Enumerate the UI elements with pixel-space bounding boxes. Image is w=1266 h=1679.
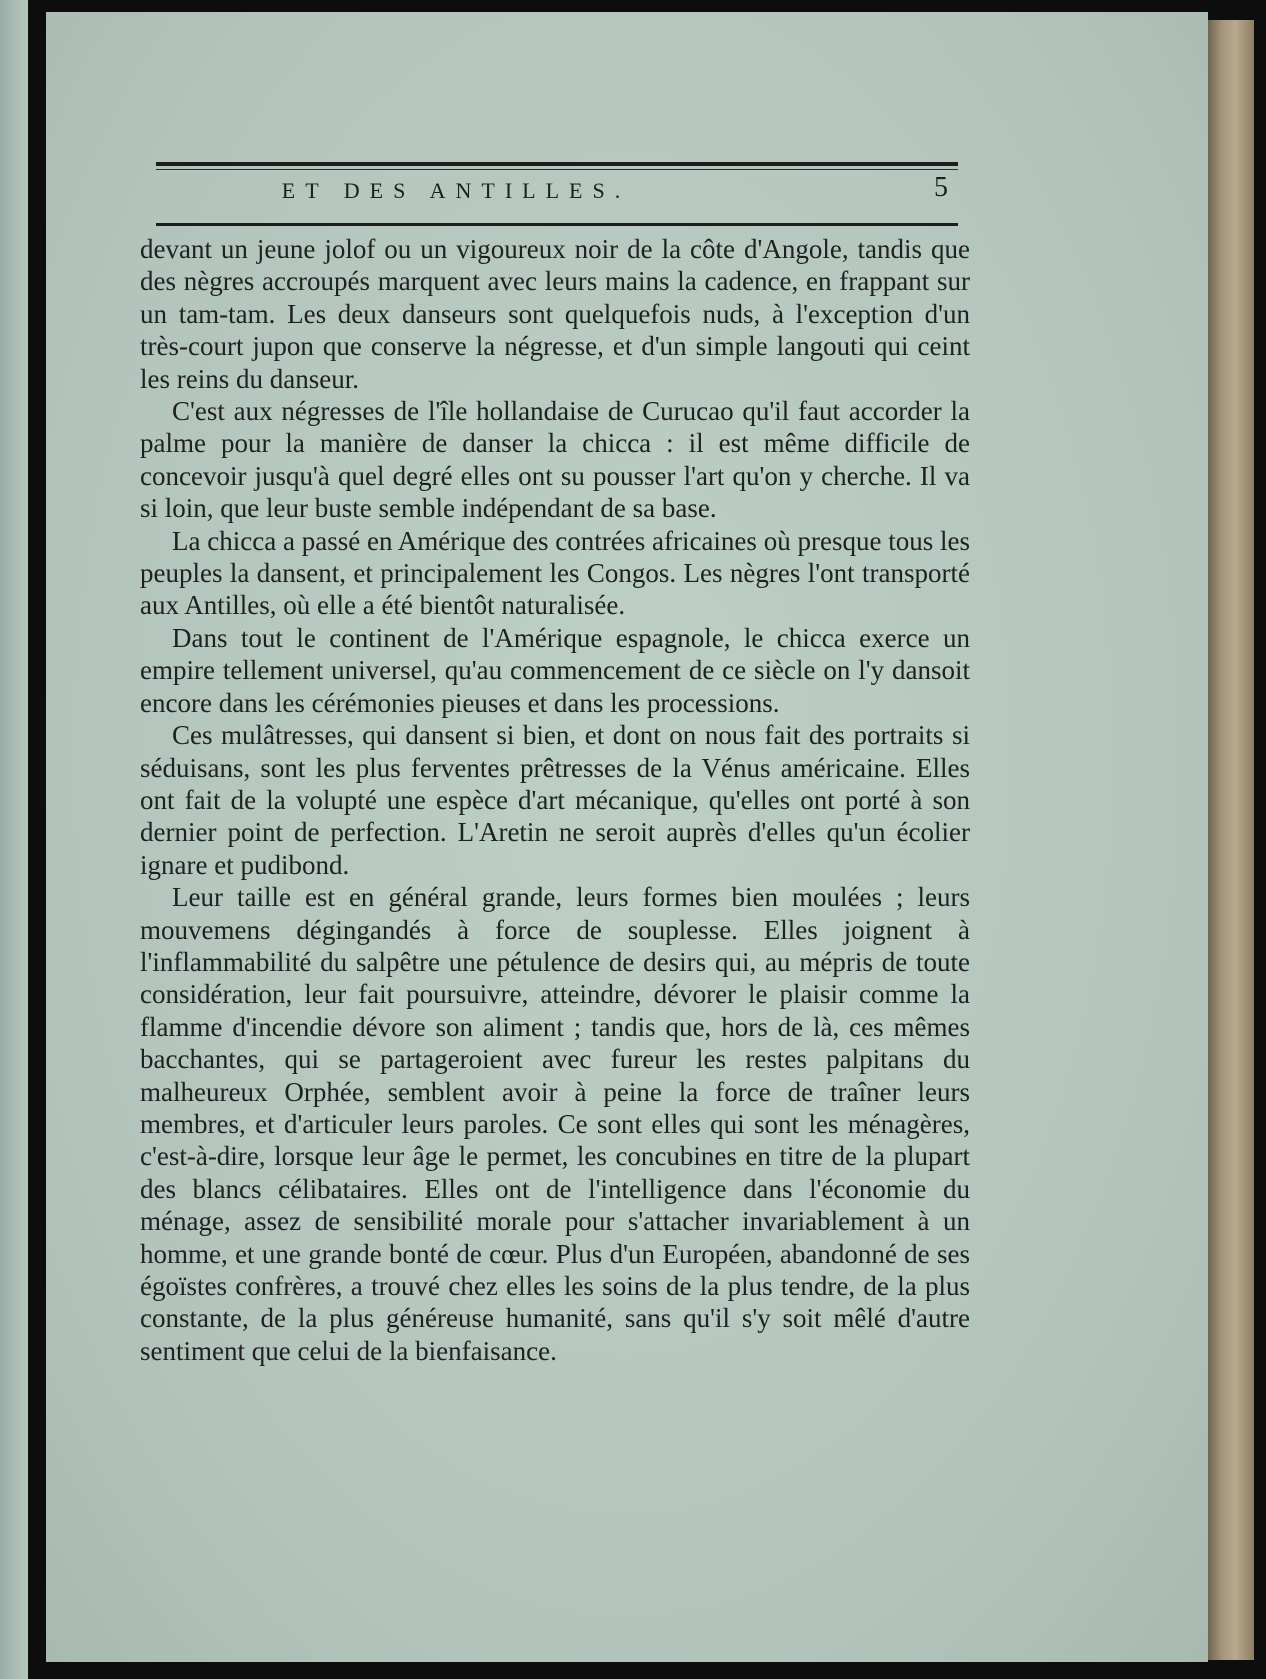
page-number: 5 [934,172,948,203]
header-rule-top-thin [156,169,958,170]
page-header [156,160,958,236]
header-rule-bottom [156,223,958,226]
paragraph-1: devant un jeune jolof ou un vigoureux noir de la côte d'Angole, tandis que des nègres accroupés marquent avec leurs mains la cadence, en frappant sur un tam-tam. Les deux danseurs sont quelquefois nuds, à l'exception d'un très-court jupon que conserve la négresse, et d'un simple langouti qui ceint les reins du danseur. [140,234,970,394]
paragraph-3: La chicca a passé en Amérique des contrées africaines où presque tous les peuples la dansent, et principalement les Congos. Les nègres l'ont transporté aux Antilles, où elle a été bientôt naturalisée. [140,525,970,621]
paragraph-2: C'est aux négresses de l'île hollandaise de Curucao qu'il faut accorder la palme pour la manière de danser la chicca : il est même difficile de concevoir jusqu'à quel degré elles ont su pousser l'art qu'on y cherche. Il va si loin, que leur buste semble indépendant de sa base. [140,396,970,524]
body-text [140,233,970,1367]
running-title: ET DES ANTILLES. [281,178,631,203]
paragraph-4: Dans tout le continent de l'Amérique espagnole, le chicca exerce un empire tellement universel, qu'au commencement de ce siècle on l'y dansoit encore dans les cérémonies pieuses et dans les processions. [140,622,970,718]
book-fore-edge [1208,20,1254,1660]
header-rule-top [156,162,958,166]
paragraph-5: Ces mulâtresses, qui dansent si bien, et dont on nous fait des portraits si séduisans, sont les plus ferventes prêtresses de la Vénus américaine. Elles ont fait de la volupté une espèce d'art mécanique, qu'elles ont porté à son dernier point de perfection. L'Aretin ne seroit auprès d'elles qu'un écolier ignare et pudibond. [140,720,970,880]
previous-page-edge [0,0,28,1679]
paragraph-6: Leur taille est en général grande, leurs formes bien moulées ; leurs mouvemens dégingandés à force de souplesse. Elles joignent à l'inflammabilité du salpêtre une pétulence de desirs qui, au mépris de toute considération, leur fait poursuivre, atteindre, dévorer le plaisir comme la flamme d'incendie dévore son aliment ; tandis que, hors de là, ces mêmes bacchantes, qui se partageroient avec fureur les restes palpitans du malheureux Orphée, semblent avoir à peine la force de traîner leurs membres, et d'articuler leurs paroles. Ce sont elles qui sont les ménagères, c'est-à-dire, lorsque leur âge le permet, les concubines en titre de la plupart des blancs célibataires. Elles ont de l'intelligence dans l'économie du ménage, assez de sensibilité morale pour s'attacher invariablement à un homme, et une grande bonté de cœur. Plus d'un Européen, abandonné de ses égoïstes confrères, a trouvé chez elles les soins de la plus tendre, de la plus constante, de la plus généreuse humanité, sans qu'il s'y soit mêlé d'autre sentiment que celui de la bienfaisance. [140,882,970,1366]
